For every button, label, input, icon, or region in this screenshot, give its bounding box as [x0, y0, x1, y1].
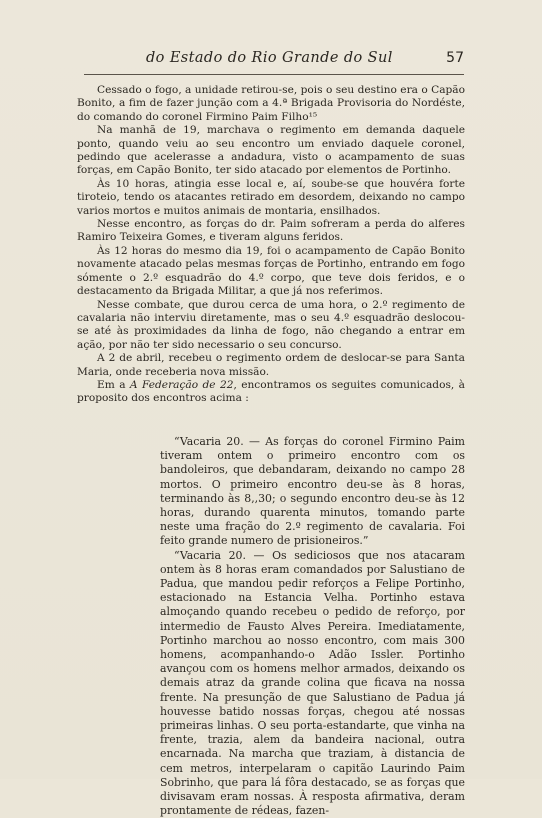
- quote-paragraph: “Vacaria 20. — As forças do coronel Firmino Paim tiveram ontem o primeiro encontro com os bandoleiros, que debandaram, deixando no campo 28 mortos. O primeiro encontro deu-se às 8 horas, terminando às 8,,30; o segundo encontro deu-se às 12 horas, durando quarenta minutos, tomando parte neste uma fração do 2.º regimento de cavalaria. Foi feito grande numero de prisioneiros.”: [160, 435, 465, 548]
- running-title: do Estado do Rio Grande do Sul: [146, 50, 393, 66]
- citation-prefix: Em a: [97, 378, 130, 391]
- newspaper-title: A Federação de 22: [129, 378, 234, 391]
- quote-paragraph: “Vacaria 20. — Os sediciosos que nos atacaram ontem às 8 horas eram comandados por Salustiano de Padua, que mandou pedir reforços a Felipe Portinho, estacionado na Estancia Velha. Portinho estava almoçando quando recebeu o pedido de reforço, por intermedio de Fausto Alves Pereira. Imediatamente, Portinho marchou ao nosso encontro, com mais 300 homens, acompanhando-o Adão Issler. Portinho avançou com os homens melhor armados, deixando os demais atraz da grande colina que ficava na nossa frente. Na presunção de que Salustiano de Padua já houvesse batido nossas forças, chegou até nossas primeiras linhas. O seu porta-estandarte, que vinha na frente, trazia, alem da bandeira nacional, outra encarnada. Na marcha que traziam, à distancia de cem metros, interpelaram o capitão Laurindo Paim Sobrinho, que para lá fôra destacado, se as forças que divisavam eram nossas. À resposta afirmativa, deram prontamente de rédeas, fazen-: [160, 548, 465, 818]
- paragraph: Nesse encontro, as forças do dr. Paim sofreram a perda do alferes Ramiro Teixeira Gomes, e tiveram alguns feridos.: [77, 218, 465, 244]
- paragraph: Nesse combate, que durou cerca de uma hora, o 2.º regimento de cavalaria não interviu diretamente, mas o seu 4.º esquadrão deslocou-se até às proximidades da linha de fogo, não chegando a entrar em ação, por não ter sido necessario o seu concurso.: [77, 298, 465, 351]
- paragraph: Cessado o fogo, a unidade retirou-se, pois o seu destino era o Capão Bonito, a fim de fazer junção com a 4.ª Brigada Provisoria do Nordéste, do comando do coronel Firmino Paim Filho¹⁵: [77, 84, 465, 123]
- paragraph: A 2 de abril, recebeu o regimento ordem de deslocar-se para Santa Maria, onde receberia nova missão.: [77, 352, 465, 378]
- body-text: [77, 84, 465, 406]
- paragraph-citation: [77, 379, 465, 406]
- paragraph: Às 12 horas do mesmo dia 19, foi o acampamento de Capão Bonito novamente atacado pelas mesmas forças de Portinho, entrando em fogo sómente o 2.º esquadrão do 4.º corpo, que teve dois feridos, e o destacamento da Brigada Militar, a que já nos referimos.: [77, 244, 465, 298]
- running-head: [84, 44, 464, 75]
- block-quote: [160, 435, 465, 818]
- citation-suffix: , encontramos os seguites comunicados, à proposito dos encontros acima :: [77, 378, 465, 405]
- paragraph: Na manhã de 19, marchava o regimento em demanda daquele ponto, quando veiu ao seu encontro um enviado daquele coronel, pedindo que acelerasse a andadura, visto o acampamento de suas forças, em Capão Bonito, ter sido atacado por elementos de Portinho.: [77, 124, 465, 177]
- paragraph: Às 10 horas, atingia esse local e, aí, soube-se que houvéra forte tiroteio, tendo os atacantes retirado em desordem, deixando no campo varios mortos e muitos animais de montaria, ensilhados.: [77, 177, 465, 217]
- page-number: 57: [446, 50, 464, 66]
